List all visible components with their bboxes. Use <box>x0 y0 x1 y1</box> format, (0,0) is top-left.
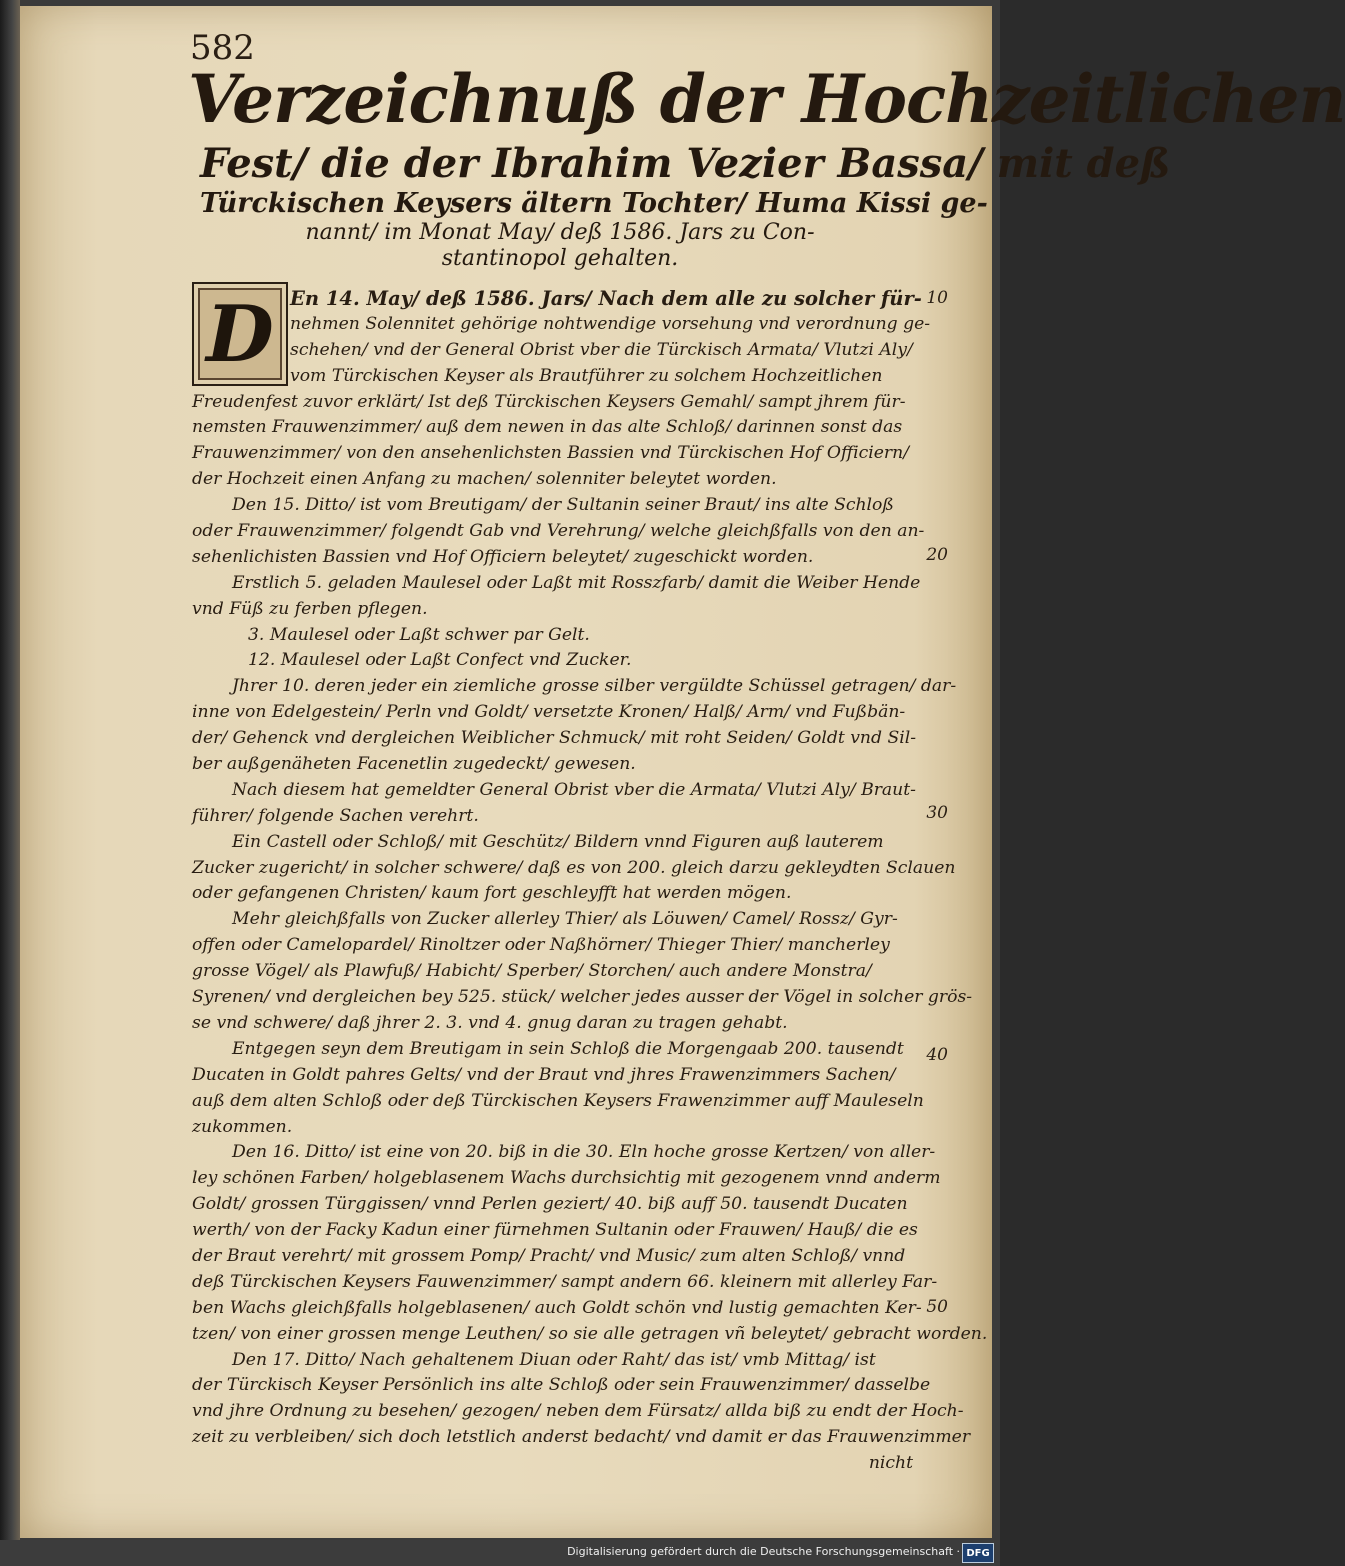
heading-line-5: stantinopol gehalten. <box>441 246 679 271</box>
text-line: Ein Castell oder Schloß/ mit Geschütz/ Bildern vnnd Figuren auß lauterem <box>232 831 884 852</box>
text-line: Den 15. Ditto/ ist vom Breutigam/ der Sultanin seiner Braut/ ins alte Schloß <box>232 495 894 516</box>
text-line: Den 17. Ditto/ Nach gehaltenem Diuan oder Raht/ das ist/ vmb Mittag/ ist <box>232 1349 876 1370</box>
text-line: deß Türckischen Keysers Fauwenzimmer/ sampt andern 66. kleinern mit allerley Far- <box>192 1271 938 1292</box>
text-line: Freudenfest zuvor erklärt/ Ist deß Türckischen Keysers Gemahl/ sampt jhrem für- <box>192 391 906 412</box>
funding-notice: Digitalisierung gefördert durch die Deutsche Forschungsgemeinschaft · <box>567 1545 960 1558</box>
text-line: En 14. May/ deß 1586. Jars/ Nach dem alle zu solcher für- <box>290 287 922 310</box>
footer-bar <box>0 1540 1000 1566</box>
text-line: nemsten Frauwenzimmer/ auß dem newen in das alte Schloß/ darinnen sonst das <box>192 417 903 438</box>
page-number: 582 <box>190 28 255 68</box>
heading-line-1: Verzeichnuß der Hochzeitlichen <box>188 60 1345 138</box>
margin-line-number: 50 <box>926 1297 948 1317</box>
text-line: nicht <box>868 1453 913 1474</box>
text-line: der Hochzeit einen Anfang zu machen/ solenniter beleytet worden. <box>192 469 777 490</box>
heading-line-2: Fest/ die der Ibrahim Vezier Bassa/ mit deß <box>200 140 1171 187</box>
body-text <box>192 286 988 1477</box>
decorated-initial: D <box>192 282 288 386</box>
text-line: Ducaten in Goldt pahres Gelts/ vnd der Braut vnd jhres Frawenzimmers Sachen/ <box>192 1064 896 1085</box>
text-line: 12. Maulesel oder Laßt Confect vnd Zucker. <box>248 650 632 671</box>
text-line: Goldt/ grossen Türggissen/ vnnd Perlen geziert/ 40. biß auff 50. tausendt Ducaten <box>192 1194 908 1215</box>
text-line: Nach diesem hat gemeldter General Obrist vber die Armata/ Vlutzi Aly/ Braut- <box>232 779 916 800</box>
text-line: Entgegen seyn dem Breutigam in sein Schloß die Morgengaab 200. tausendt <box>232 1038 904 1059</box>
text-line: ley schönen Farben/ holgeblasenem Wachs durchsichtig mit gezogenem vnnd anderm <box>192 1168 941 1189</box>
text-line: führer/ folgende Sachen verehrt. <box>192 805 479 826</box>
text-line: Zucker zugericht/ in solcher schwere/ daß es von 200. gleich darzu gekleydten Sclauen <box>192 857 956 878</box>
text-line: se vnd schwere/ daß jhrer 2. 3. vnd 4. gnug daran zu tragen gehabt. <box>192 1012 788 1033</box>
text-line: Syrenen/ vnd dergleichen bey 525. stück/ welcher jedes ausser der Vögel in solcher grös- <box>192 987 973 1008</box>
margin-line-number: 10 <box>926 288 948 308</box>
text-line: sehenlichisten Bassien vnd Hof Officiern beleytet/ zugeschickt worden. <box>192 546 814 567</box>
text-line: zukommen. <box>192 1116 293 1137</box>
text-line: ber außgenäheten Facenetlin zugedeckt/ gewesen. <box>192 754 636 775</box>
heading-line-4: nannt/ im Monat May/ deß 1586. Jars zu Con- <box>305 220 815 245</box>
text-line: der Braut verehrt/ mit grossem Pomp/ Pracht/ vnd Music/ zum alten Schloß/ vnnd <box>192 1245 906 1266</box>
text-line: der Türckisch Keyser Persönlich ins alte Schloß oder sein Frauwenzimmer/ dasselbe <box>192 1375 931 1396</box>
text-line: inne von Edelgestein/ Perln vnd Goldt/ versetzte Kronen/ Halß/ Arm/ vnd Fußbän- <box>192 702 906 723</box>
margin-line-number: 20 <box>926 545 948 565</box>
text-line: Mehr gleichßfalls von Zucker allerley Thier/ als Löuwen/ Camel/ Rossz/ Gyr- <box>232 909 898 930</box>
text-line: vnd jhre Ordnung zu besehen/ gezogen/ neben dem Fürsatz/ allda biß zu endt der Hoch- <box>192 1401 964 1422</box>
text-line: vom Türckischen Keyser als Brautführer zu solchem Hochzeitlichen <box>290 365 883 386</box>
text-line: tzen/ von einer grossen menge Leuthen/ so sie alle getragen vñ beleytet/ gebracht worden. <box>192 1323 988 1344</box>
text-line: 3. Maulesel oder Laßt schwer par Gelt. <box>248 624 590 645</box>
text-line: Den 16. Ditto/ ist eine von 20. biß in die 30. Eln hoche grosse Kertzen/ von aller- <box>232 1142 936 1163</box>
text-line: schehen/ vnd der General Obrist vber die Türckisch Armata/ Vlutzi Aly/ <box>290 339 913 360</box>
page-edge-shadow <box>0 0 20 1540</box>
text-line: der/ Gehenck vnd dergleichen Weiblicher Schmuck/ mit roht Seiden/ Goldt vnd Sil- <box>192 728 917 749</box>
text-line: auß dem alten Schloß oder deß Türckischen Keysers Frawenzimmer auff Mauleseln <box>192 1090 924 1111</box>
text-line: oder gefangenen Christen/ kaum fort geschleyfft hat werden mögen. <box>192 883 792 904</box>
text-line: offen oder Camelopardel/ Rinoltzer oder Naßhörner/ Thieger Thier/ mancherley <box>192 935 890 956</box>
dfg-logo: DFG <box>962 1543 994 1563</box>
heading-line-3: Türckischen Keysers ältern Tochter/ Huma Kissi ge- <box>200 188 988 219</box>
text-line: oder Frauwenzimmer/ folgendt Gab vnd Verehrung/ welche gleichßfalls von den an- <box>192 521 925 542</box>
text-line: zeit zu verbleiben/ sich doch letstlich anderst bedacht/ vnd damit er das Frauwenzimmer <box>192 1427 971 1448</box>
margin-line-number: 30 <box>926 803 948 823</box>
text-line: nehmen Solennitet gehörige nohtwendige vorsehung vnd verordnung ge- <box>290 313 931 334</box>
margin-line-number: 40 <box>926 1045 948 1065</box>
text-line: Erstlich 5. geladen Maulesel oder Laßt mit Rosszfarb/ damit die Weiber Hende <box>232 572 921 593</box>
text-line: ben Wachs gleichßfalls holgeblasenen/ auch Goldt schön vnd lustig gemachten Ker- <box>192 1297 922 1318</box>
text-line: werth/ von der Facky Kadun einer fürnehmen Sultanin oder Frauwen/ Hauß/ die es <box>192 1220 918 1241</box>
text-line: Frauwenzimmer/ von den ansehenlichsten Bassien vnd Türckischen Hof Officiern/ <box>192 443 910 464</box>
text-line: vnd Füß zu ferben pflegen. <box>192 598 428 619</box>
text-line: grosse Vögel/ als Plawfuß/ Habicht/ Sperber/ Storchen/ auch andere Monstra/ <box>192 961 872 982</box>
text-line: Jhrer 10. deren jeder ein ziemliche grosse silber vergüldte Schüssel getragen/ dar- <box>232 676 957 697</box>
